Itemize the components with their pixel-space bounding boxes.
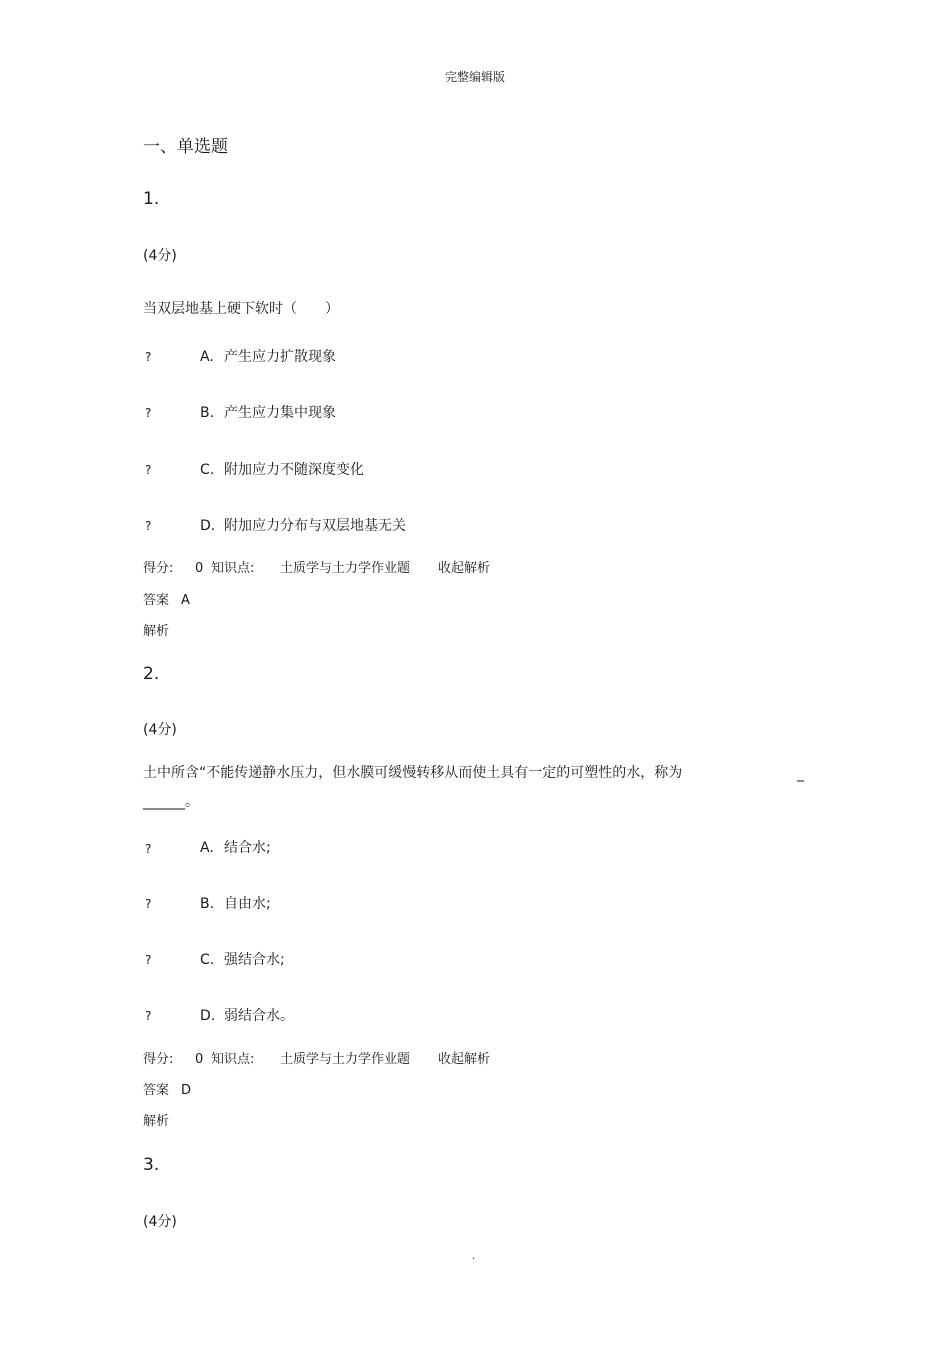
question-score: (4分)	[143, 722, 177, 738]
analysis-label: 解析	[143, 624, 170, 639]
option-letter: B.	[200, 896, 215, 912]
footer-dot: .	[472, 1251, 476, 1262]
option-d[interactable]	[200, 1005, 294, 1025]
option-letter: C.	[200, 952, 215, 968]
option-text: 产生应力扩散现象	[224, 349, 336, 365]
knowledge-label: 知识点:	[211, 1052, 255, 1067]
section-title: 一、单选题	[143, 137, 228, 157]
option-text: 附加应力不随深度变化	[224, 462, 364, 478]
option-text: 结合水;	[224, 840, 271, 856]
analysis-label: 解析	[143, 1114, 170, 1129]
answer-blank: ______。	[143, 794, 199, 810]
option-c[interactable]	[200, 459, 364, 479]
question-stem: 土中所含“不能传递静水压力，但水膜可缓慢转移从而使土具有一定的可塑性的水，称为	[143, 765, 683, 781]
answer	[143, 1079, 191, 1098]
option-letter: C.	[200, 462, 215, 478]
answer-value: D	[181, 1083, 192, 1098]
option-radio-icon[interactable]: ?	[145, 897, 152, 911]
option-text: 强结合水;	[224, 952, 285, 968]
score-label: 得分:	[143, 561, 174, 576]
option-radio-icon[interactable]: ?	[145, 406, 152, 420]
option-text: 弱结合水。	[224, 1008, 294, 1024]
answer-blank: _	[797, 766, 804, 782]
option-radio-icon[interactable]: ?	[145, 463, 152, 477]
option-a[interactable]	[200, 346, 336, 366]
option-d[interactable]	[200, 515, 406, 535]
option-a[interactable]	[200, 837, 271, 857]
score-value: 0	[195, 1052, 204, 1067]
question-score: (4分)	[143, 248, 177, 264]
collapse-analysis-link[interactable]: 收起解析	[438, 1052, 491, 1067]
option-c[interactable]	[200, 949, 285, 969]
answer-value: A	[181, 593, 190, 608]
question-number: 3.	[143, 1155, 160, 1175]
question-number: 1.	[143, 189, 160, 209]
question-number: 2.	[143, 664, 160, 684]
answer-label: 答案	[143, 593, 170, 608]
option-radio-icon[interactable]: ?	[145, 350, 152, 364]
answer-label: 答案	[143, 1083, 170, 1098]
option-radio-icon[interactable]: ?	[145, 1009, 152, 1023]
option-text: 自由水;	[224, 896, 271, 912]
collapse-analysis-link[interactable]: 收起解析	[438, 561, 491, 576]
page-header: 完整编辑版	[444, 70, 505, 84]
option-letter: B.	[200, 405, 215, 421]
score-value: 0	[195, 561, 204, 576]
answer	[143, 589, 190, 608]
question-meta	[143, 1048, 490, 1067]
knowledge-value: 土质学与土力学作业题	[280, 561, 411, 576]
question-stem: 当双层地基上硬下软时（ ）	[143, 301, 339, 317]
option-letter: A.	[200, 349, 214, 365]
option-letter: D.	[200, 1008, 216, 1024]
option-b[interactable]	[200, 893, 271, 913]
option-radio-icon[interactable]: ?	[145, 519, 152, 533]
knowledge-value: 土质学与土力学作业题	[280, 1052, 411, 1067]
question-meta	[143, 557, 490, 576]
option-text: 附加应力分布与双层地基无关	[224, 518, 406, 534]
option-letter: D.	[200, 518, 216, 534]
option-radio-icon[interactable]: ?	[145, 953, 152, 967]
option-b[interactable]	[200, 402, 336, 422]
knowledge-label: 知识点:	[211, 561, 255, 576]
question-score: (4分)	[143, 1214, 177, 1230]
option-radio-icon[interactable]: ?	[145, 842, 152, 856]
option-text: 产生应力集中现象	[224, 405, 336, 421]
score-label: 得分:	[143, 1052, 174, 1067]
option-letter: A.	[200, 840, 214, 856]
